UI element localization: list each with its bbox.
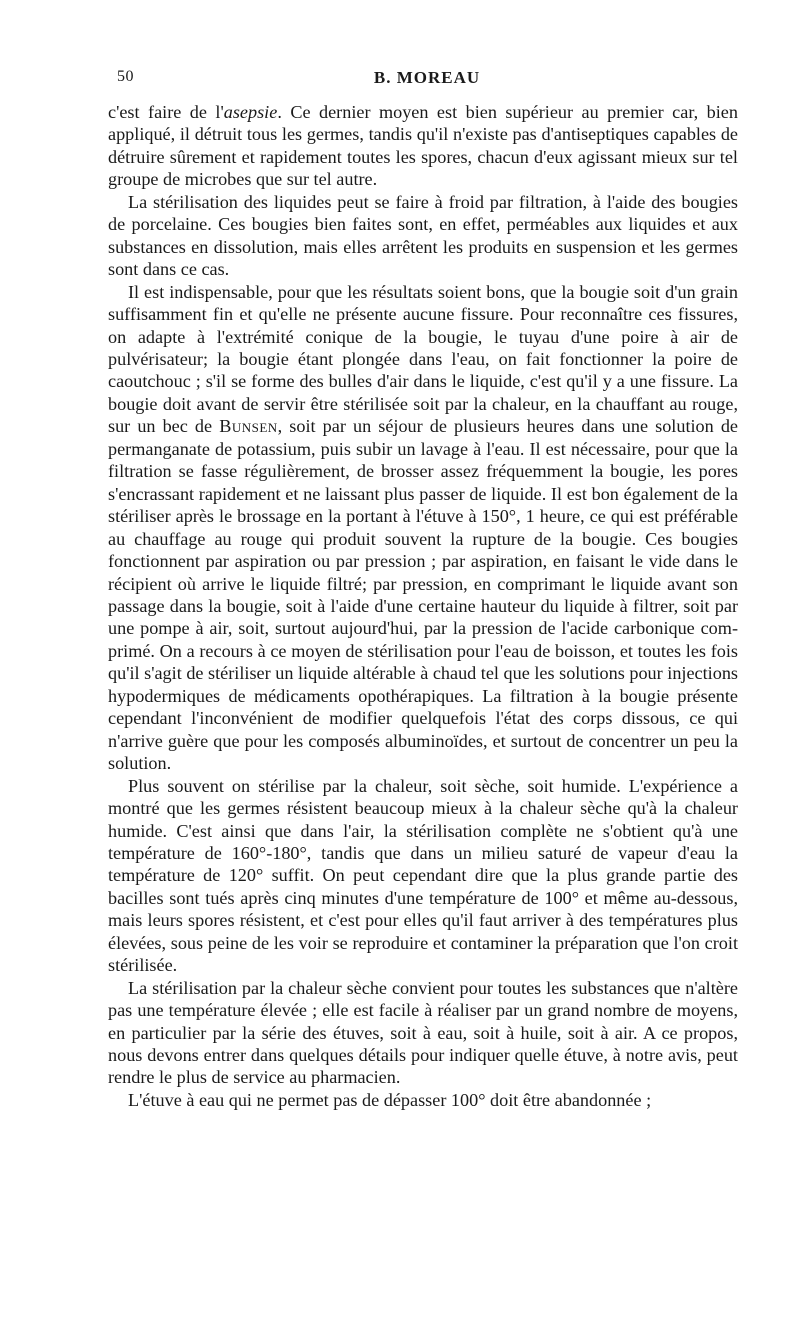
paragraph-1: c'est faire de l'asepsie. Ce dernier moyen est bien supérieur au premier car, bien appliqué, il détruit tous les germes, tandis qu'il n'existe pas d'antiseptiques capables de détruire sûrement et rapidement toutes les spores, chacun d'eux agissant mieux sur tel groupe de microbes que sur tel autre.: [108, 102, 738, 190]
paragraph-3: Il est indispensable, pour que les résultats soient bons, que la bougie soit d'un grain suffisamment fin et qu'elle ne présente aucune fissure. Pour reconnaître ces fissures, on adapte à l'extrémité conique de la bougie, le tuyau d'une poire à air de pulvérisateur; la bougie étant plongée dans l'eau, on fait fonctionner la poire de caoutchouc ; s'il se forme des bulles d'air dans le liquide, c'est qu'il y a une fissure. La bougie doit avant de servir être stérilisée soit par la chaleur, en la chauffant au rouge, sur un bec de Bunsen, soit par un séjour de plusieurs heures dans une solution de permanganate de potassium, puis subir un lavage à l'eau. Il est nécessaire, pour que la filtration se fasse régulièrement, de brosser assez fréquemment la bougie, les pores s'encrassant rapidement et ne laissant plus passer de liquide. Il est bon également de la stériliser après le brossage en la portant à l'étuve à 150°, 1 heure, ce qui est préférable au chauffage au rouge qui produit souvent la rupture de la bougie. Ces bougies fonctionnent par aspiration ou par pression ; par aspiration, en faisant le vide dans le récipient où arrive le liquide filtré; par pression, en comprimant le liquide avant son passage dans la bougie, soit à l'aide d'une certaine hauteur du liquide à filtrer, soit par une pompe à air, soit, surtout aujourd'hui, par la pression de l'acide carbonique comprimé. On a recours à ce moyen de stérilisation pour l'eau de boisson, et toutes les fois qu'il s'agit de stériliser un liquide altérable à chaud tel que les solutions pour injections hypodermiques de médicaments opothérapiques. La filtration à la bougie présente cependant l'inconvénient de modifier quelquefois l'état des corps dissous, ce qui n'arrive guère que pour les composés albuminoïdes, et surtout de concentrer un peu la solution.: [108, 281, 738, 774]
paragraph-4: Plus souvent on stérilise par la chaleur, soit sèche, soit humide. L'expérience a montré que les germes résistent beaucoup mieux à la chaleur sèche qu'à la chaleur humide. C'est ainsi que dans l'air, la stérilisation complète ne s'obtient qu'à une température de 160°-180°, tandis que dans un milieu saturé de vapeur d'eau la température de 120° suffit. On peut cependant dire que la plus grande partie des bacilles sont tués après cinq minutes d'une température de 100° et même au-dessous, mais leurs spores résistent, et c'est pour elles qu'il faut arriver à des températures plus élevées, sous peine de les voir se reproduire et contaminer la préparation que l'on croit stérilisée.: [108, 775, 738, 976]
emphasis-term: asepsie: [223, 102, 278, 122]
running-head-author: B. MOREAU: [373, 68, 481, 87]
paragraph-6: L'étuve à eau qui ne permet pas de dépasser 100° doit être abandonnée ;: [128, 1089, 652, 1110]
page-number: 50: [117, 68, 134, 85]
paragraph-5: La stérilisation par la chaleur sèche convient pour toutes les substances que n'altère pas une température élevée ; elle est facile à réaliser par un grand nombre de moyens, en particulier par la série des étuves, soit à eau, soit à huile, soit à air. A ce propos, nous devons entrer dans quelques détails pour indiquer quelle étuve, à notre avis, peut rendre le plus de service au pharmacien.: [108, 977, 738, 1088]
paragraph-2: La stérilisation des liquides peut se faire à froid par filtration, à l'aide des bougies de porcelaine. Ces bougies bien faites sont, en effet, perméables aux liquides et aux substances en dissolution, mais elles arrêtent les produits en suspension et les germes sont dans ce cas.: [108, 191, 738, 280]
running-head: [117, 68, 737, 92]
body-text: [108, 101, 738, 1111]
proper-name: Bunsen: [219, 416, 278, 437]
